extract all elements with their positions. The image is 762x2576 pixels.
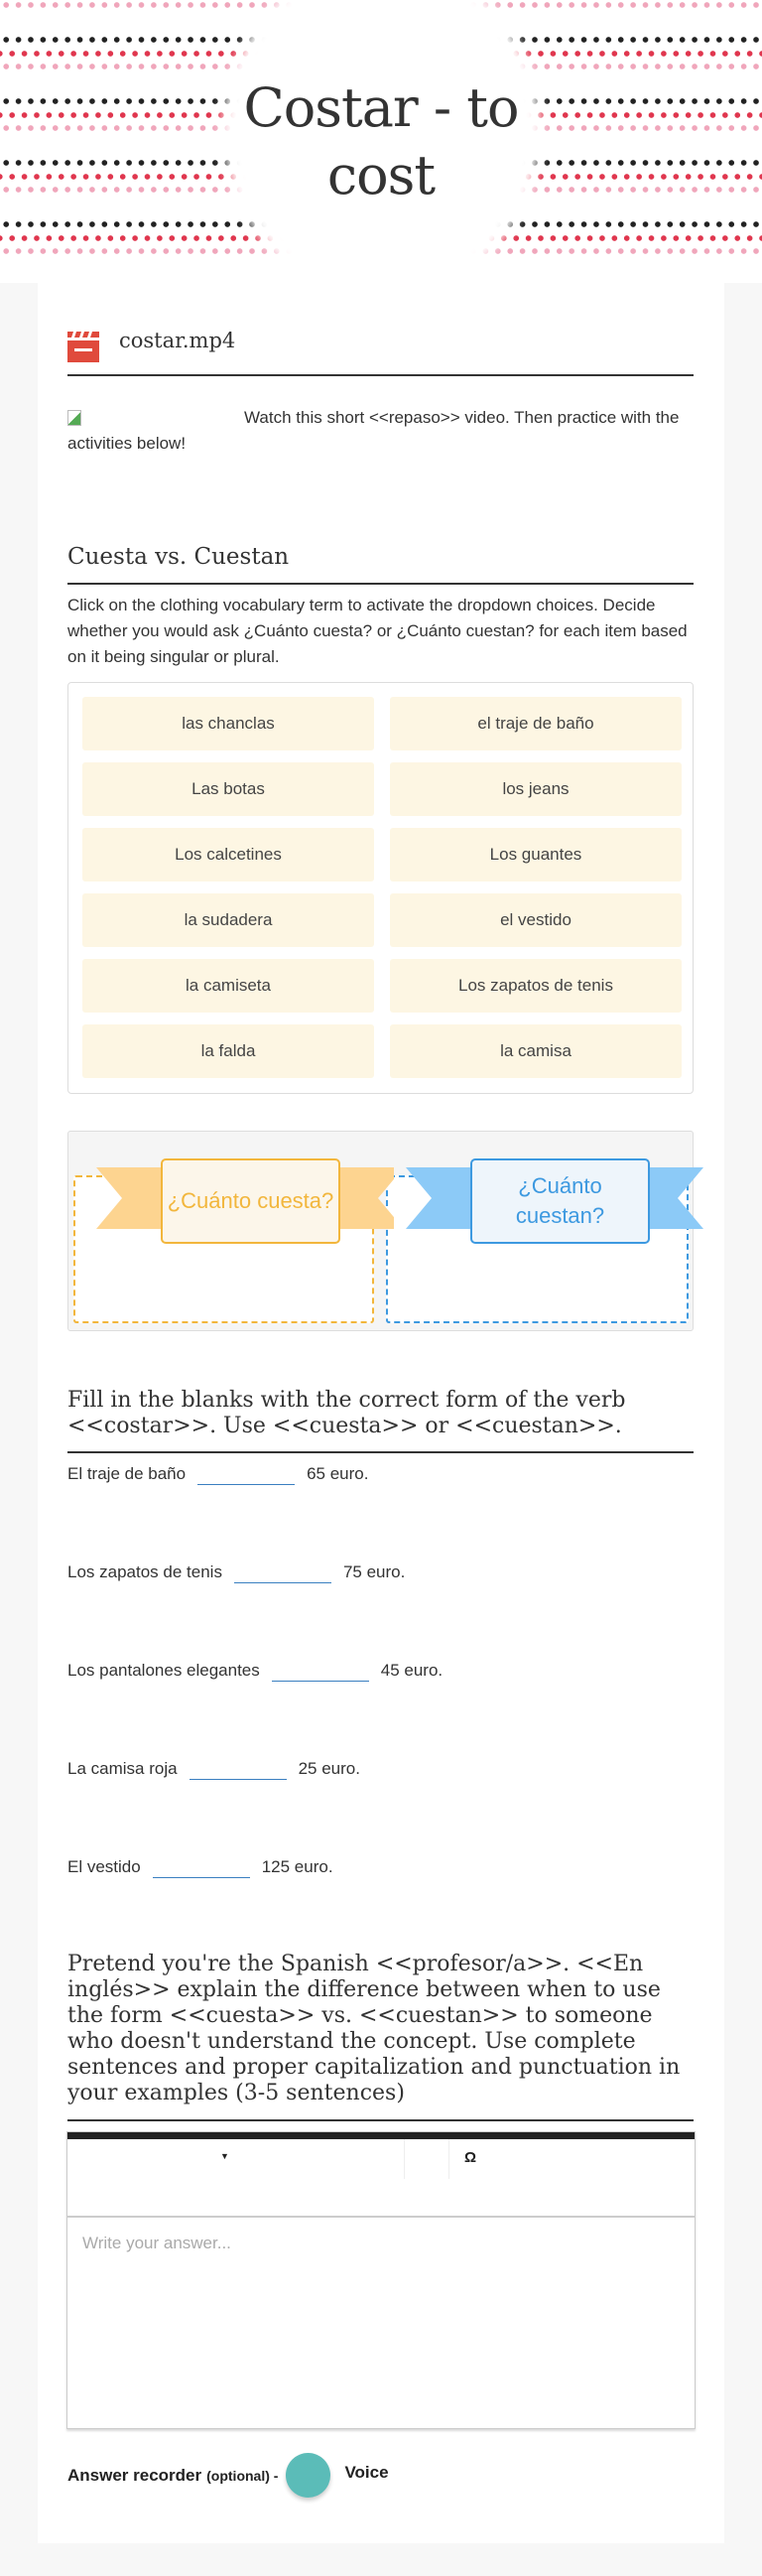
vocabulary-item[interactable]: el vestido (390, 893, 682, 947)
ribbon-cuesta (96, 1150, 394, 1235)
editor-top-bar (67, 2132, 695, 2139)
divider (67, 1451, 694, 1453)
header-banner (0, 0, 762, 283)
fill-blank-input[interactable] (197, 1463, 295, 1485)
fill-row (67, 1660, 443, 1682)
vocabulary-item[interactable]: la camiseta (82, 959, 374, 1013)
answer-textarea[interactable]: Write your answer... (82, 2234, 231, 2252)
sorting-instructions: Click on the clothing vocabulary term to activate the dropdown choices. Decide whether you would ask ¿Cuánto cuesta? or ¿Cuánto cuestan? for each item based on it being singular or plural. (67, 596, 688, 666)
vocabulary-item[interactable]: Los zapatos de tenis (390, 959, 682, 1013)
fill-before: Los pantalones elegantes (67, 1661, 260, 1680)
fill-after: 45 euro. (380, 1661, 444, 1680)
fill-title: Fill in the blanks with the correct form of the verb <<costar>>. Use <<cuesta>> or <<cuestan>>. (67, 1388, 626, 1438)
vocabulary-item[interactable]: Los guantes (390, 828, 682, 881)
fill-before: El traje de baño (67, 1464, 187, 1483)
vocabulary-grid (67, 682, 694, 1094)
video-clapper-icon (67, 331, 99, 362)
special-character-button[interactable]: Ω (464, 2149, 477, 2166)
vocabulary-item[interactable]: Los calcetines (82, 828, 374, 881)
fill-after: 125 euro. (261, 1857, 333, 1876)
fill-before: El vestido (67, 1857, 141, 1876)
vocabulary-item[interactable]: el traje de baño (390, 697, 682, 750)
fill-blank-input[interactable] (234, 1561, 331, 1583)
fill-row (67, 1463, 368, 1485)
fill-blank-input[interactable] (153, 1856, 250, 1878)
voice-label: Voice (344, 2462, 389, 2482)
fill-after: 65 euro. (307, 1464, 369, 1483)
divider (67, 2119, 694, 2121)
divider (67, 374, 694, 376)
fill-row (67, 1856, 333, 1878)
recorder-optional: (optional) - (206, 2467, 279, 2484)
answer-recorder (67, 2453, 389, 2498)
fill-row (67, 1758, 360, 1780)
recorder-label: Answer recorder (67, 2465, 202, 2485)
page-title: Costar - to cost (243, 76, 519, 206)
vocabulary-item[interactable]: la falda (82, 1024, 374, 1078)
vocabulary-item[interactable]: Las botas (82, 762, 374, 816)
category-label-cuestan: ¿Cuánto cuestan? (470, 1158, 650, 1244)
video-intro: Watch this short <<repaso>> video. Then practice with the activities below! (67, 408, 680, 453)
fill-after: 75 euro. (342, 1562, 406, 1581)
fill-blank-input[interactable] (272, 1660, 369, 1682)
vocabulary-item[interactable]: la camisa (390, 1024, 682, 1078)
editor-toolbar (67, 2139, 695, 2218)
fill-blank-input[interactable] (190, 1758, 287, 1780)
essay-prompt: Pretend you're the Spanish <<profesor/a>>. <<En inglés>> explain the difference between when to use the form <<cuesta>> vs. <<cuestan>> to someone who doesn't understand the concept. Use complete sentences and proper capitalization and punctuation in your examples (3-5 sentences) (67, 1952, 681, 2105)
vocabulary-item[interactable]: las chanclas (82, 697, 374, 750)
sorting-title: Cuesta vs. Cuestan (67, 544, 290, 570)
chevron-down-icon: ▼ (220, 2151, 229, 2161)
video-filename[interactable]: costar.mp4 (119, 329, 236, 352)
fill-after: 25 euro. (298, 1759, 360, 1778)
ribbon-cuestan (406, 1150, 703, 1235)
record-button[interactable] (286, 2453, 330, 2498)
fill-before: Los zapatos de tenis (67, 1562, 222, 1581)
fill-before: La camisa roja (67, 1759, 178, 1778)
format-dropdown[interactable] (67, 2139, 405, 2179)
worksheet-card (38, 279, 724, 2543)
divider (67, 583, 694, 585)
vocabulary-item[interactable]: la sudadera (82, 893, 374, 947)
rich-text-editor (66, 2131, 696, 2429)
vocabulary-item[interactable]: los jeans (390, 762, 682, 816)
toolbar-button[interactable] (405, 2139, 449, 2179)
sorting-area (67, 1131, 694, 1331)
category-label-cuesta: ¿Cuánto cuesta? (161, 1158, 340, 1244)
fill-row (67, 1561, 405, 1583)
